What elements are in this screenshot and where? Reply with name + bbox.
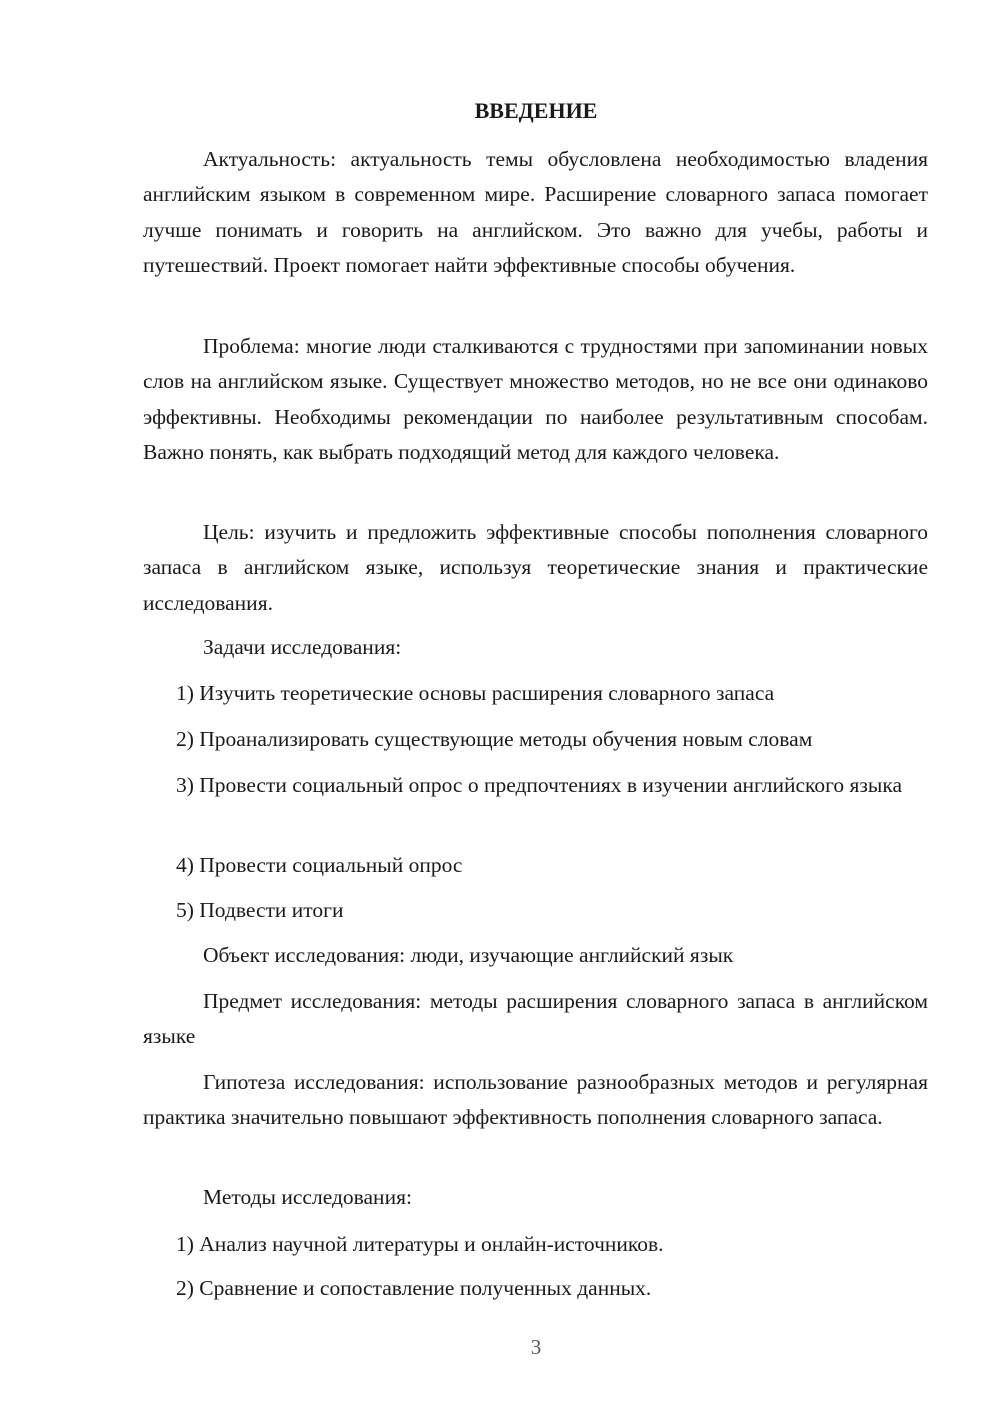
- task-item-3: 3) Провести социальный опрос о предпочтениях в изучении английского языка: [176, 773, 903, 797]
- tasks-heading: Задачи исследования:: [203, 635, 402, 659]
- task-item-2: 2) Проанализировать существующие методы обучения новым словам: [176, 727, 813, 751]
- section-title: ВВЕДЕНИЕ: [474, 98, 598, 123]
- subject-paragraph: Предмет исследования: методы расширения словарного запаса в английском языке: [143, 989, 928, 1049]
- method-item-2: 2) Сравнение и сопоставление полученных данных.: [176, 1276, 652, 1300]
- object-paragraph: Объект исследования: люди, изучающие английский язык: [203, 943, 734, 967]
- methods-heading: Методы исследования:: [203, 1185, 412, 1209]
- hypothesis-paragraph: Гипотеза исследования: использование разнообразных методов и регулярная практика значительно повышают эффективность пополнения словарного запаса.: [143, 1070, 928, 1130]
- task-item-1: 1) Изучить теоретические основы расширения словарного запаса: [176, 681, 775, 705]
- problem-paragraph: Проблема: многие люди сталкиваются с трудностями при запоминании новых слов на английском языке. Существует множество методов, но не все они одинаково эффективны. Необходимы рекомендации по наиболее результативным способам. Важно понять, как выбрать подходящий метод для каждого человека.: [143, 334, 928, 464]
- goal-paragraph: Цель: изучить и предложить эффективные способы пополнения словарного запаса в английском языке, используя теоретические знания и практические исследования.: [143, 520, 928, 615]
- method-item-1: 1) Анализ научной литературы и онлайн-источников.: [176, 1232, 664, 1256]
- task-item-4: 4) Провести социальный опрос: [176, 853, 463, 877]
- task-item-5: 5) Подвести итоги: [176, 898, 344, 922]
- relevance-paragraph: Актуальность: актуальность темы обусловлена необходимостью владения английским языком в современном мире. Расширение словарного запаса помогает лучше понимать и говорить на английском. Это важно для учебы, работы и путешествий. Проект помогает найти эффективные способы обучения.: [143, 147, 928, 277]
- page-number: 3: [530, 1335, 542, 1359]
